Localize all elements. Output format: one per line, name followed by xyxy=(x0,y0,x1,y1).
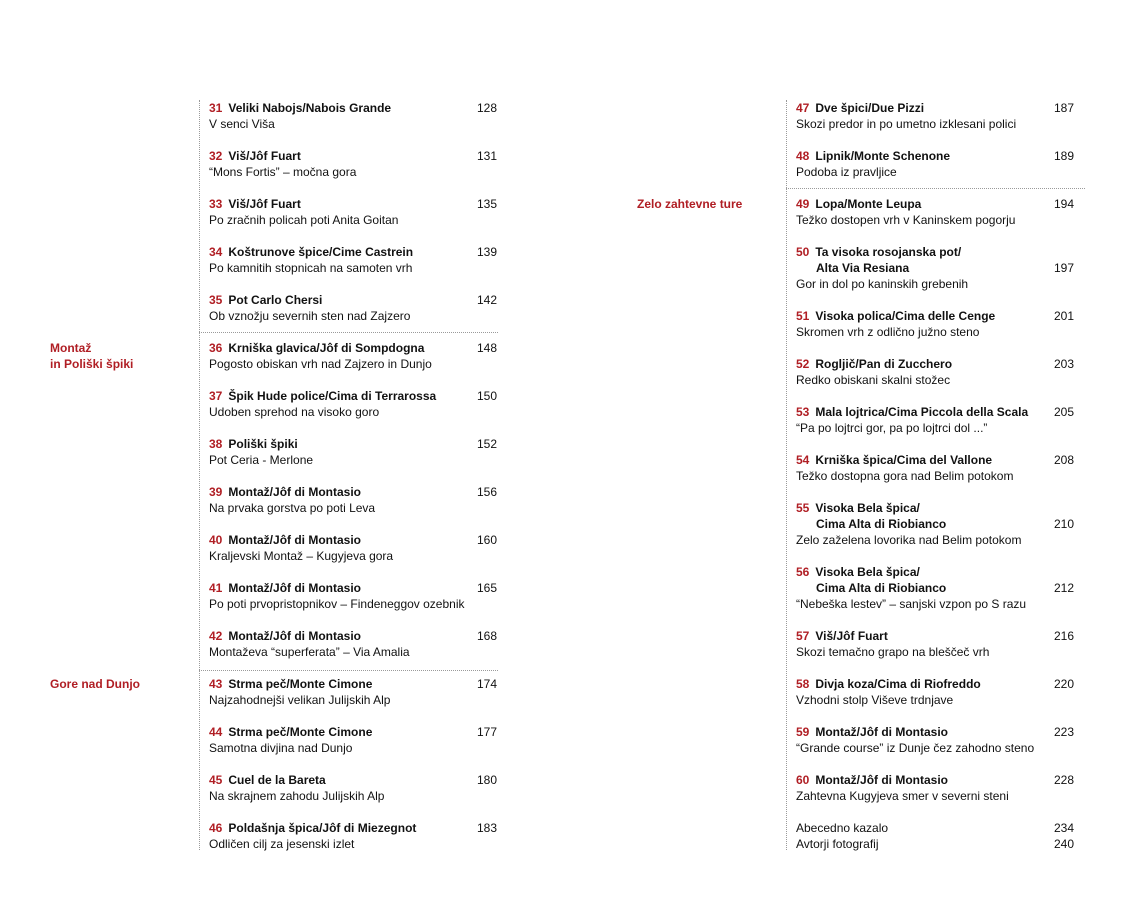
toc-entry[interactable] xyxy=(209,676,499,708)
entry-title: Divja koza/Cima di Riofreddo xyxy=(815,677,981,691)
entry-subtitle: Odličen cilj za jesenski izlet xyxy=(209,837,355,851)
entry-subtitle: Montaževa “superferata” – Via Amalia xyxy=(209,645,410,659)
entry-subtitle: Pot Ceria - Merlone xyxy=(209,453,314,467)
entry-subtitle: V senci Viša xyxy=(209,117,275,131)
entry-title: Lopa/Monte Leupa xyxy=(815,197,922,211)
entry-subtitle: Zahtevna Kugyjeva smer v severni steni xyxy=(796,789,1009,803)
entry-number: 42 xyxy=(209,629,223,643)
toc-entry[interactable] xyxy=(209,820,499,852)
entry-number: 44 xyxy=(209,725,223,739)
entry-subtitle: Po kamnitih stopnicah na samoten vrh xyxy=(209,261,413,275)
entry-page-number: 177 xyxy=(476,725,497,739)
entry-page-number: 148 xyxy=(476,341,497,355)
extra-label: Avtorji fotografij xyxy=(796,837,879,851)
entry-page-number: 203 xyxy=(1053,357,1074,371)
entry-title: Lipnik/Monte Schenone xyxy=(815,149,951,163)
entry-page-number: 228 xyxy=(1053,773,1074,787)
entry-number: 56 xyxy=(796,565,810,579)
entry-number: 48 xyxy=(796,149,810,163)
extra-page: 234 xyxy=(1053,821,1074,835)
toc-entry[interactable] xyxy=(796,628,1086,660)
entry-title: Krniška špica/Cima del Vallone xyxy=(815,453,993,467)
section-label-gore-nad-dunjo: Gore nad Dunjo xyxy=(50,677,140,691)
entry-page-number: 174 xyxy=(476,677,497,691)
entry-subtitle: Gor in dol po kaninskih grebenih xyxy=(796,277,969,291)
toc-entry[interactable] xyxy=(209,628,499,660)
entry-subtitle: Kraljevski Montaž – Kugyjeva gora xyxy=(209,549,394,563)
entry-page-number: 139 xyxy=(476,245,497,259)
toc-extra-photo-credits[interactable] xyxy=(796,836,1078,852)
entry-number: 46 xyxy=(209,821,223,835)
entry-number: 43 xyxy=(209,677,223,691)
section-line-2: in Poliški špiki xyxy=(50,357,134,371)
entry-subtitle: Skozi temačno grapo na bleščeč vrh xyxy=(796,645,990,659)
entry-subtitle: Skromen vrh z odlično južno steno xyxy=(796,325,980,339)
separator-zelo-zahtevne xyxy=(786,188,1085,189)
entry-page-number: 212 xyxy=(1053,581,1074,595)
toc-entry[interactable] xyxy=(796,452,1086,484)
entry-title: Viš/Jôf Fuart xyxy=(228,149,301,163)
entry-title: Poliški špiki xyxy=(228,437,298,451)
entry-number: 36 xyxy=(209,341,223,355)
entry-page-number: 197 xyxy=(1053,261,1074,275)
toc-entry[interactable] xyxy=(796,564,1086,612)
entry-page-number: 208 xyxy=(1053,453,1074,467)
entry-page-number: 168 xyxy=(476,629,497,643)
toc-entry[interactable] xyxy=(796,100,1086,132)
entry-number: 33 xyxy=(209,197,223,211)
entry-number: 57 xyxy=(796,629,810,643)
entry-subtitle: Ob vznožju severnih sten nad Zajzero xyxy=(209,309,411,323)
toc-entry[interactable] xyxy=(209,436,499,468)
entry-number: 38 xyxy=(209,437,223,451)
entry-title: Veliki Nabojs/Nabois Grande xyxy=(228,101,392,115)
entry-page-number: 223 xyxy=(1053,725,1074,739)
entry-title: Montaž/Jôf di Montasio xyxy=(815,773,949,787)
entry-title: Montaž/Jôf di Montasio xyxy=(815,725,949,739)
entry-page-number: 160 xyxy=(476,533,497,547)
entry-title: Montaž/Jôf di Montasio xyxy=(228,581,362,595)
entry-page-number: 183 xyxy=(476,821,497,835)
entry-number: 47 xyxy=(796,101,810,115)
entry-title: Dve špici/Due Pizzi xyxy=(815,101,925,115)
entry-page-number: 189 xyxy=(1053,149,1074,163)
entry-title: Cuel de la Bareta xyxy=(228,773,326,787)
entry-title: Poldašnja špica/Jôf di Miezegnot xyxy=(228,821,417,835)
entry-subtitle: Najzahodnejši velikan Julijskih Alp xyxy=(209,693,391,707)
entry-number: 55 xyxy=(796,501,810,515)
entry-number: 60 xyxy=(796,773,810,787)
entry-page-number: 220 xyxy=(1053,677,1074,691)
entry-subtitle: Pogosto obiskan vrh nad Zajzero in Dunjo xyxy=(209,357,432,371)
toc-entry[interactable] xyxy=(796,772,1086,804)
entry-subtitle: Na skrajnem zahodu Julijskih Alp xyxy=(209,789,385,803)
toc-entry[interactable] xyxy=(209,484,499,516)
entry-title: Viš/Jôf Fuart xyxy=(228,197,301,211)
entry-number: 59 xyxy=(796,725,810,739)
toc-entry[interactable] xyxy=(796,148,1086,180)
entry-subtitle: Skozi predor in po umetno izklesani polici xyxy=(796,117,1017,131)
entry-title: Mala lojtrica/Cima Piccola della Scala xyxy=(815,405,1029,419)
entry-page-number: 135 xyxy=(476,197,497,211)
toc-entry[interactable] xyxy=(209,388,499,420)
entry-title: Strma peč/Monte Cimone xyxy=(228,725,373,739)
toc-entry[interactable] xyxy=(796,308,1086,340)
entry-page-number: 128 xyxy=(476,101,497,115)
entry-number: 51 xyxy=(796,309,810,323)
entry-number: 31 xyxy=(209,101,223,115)
section-label-zelo-zahtevne: Zelo zahtevne ture xyxy=(637,197,743,211)
toc-entry[interactable] xyxy=(209,244,499,276)
entry-number: 37 xyxy=(209,389,223,403)
entry-subtitle: Zelo zaželena lovorika nad Belim potokom xyxy=(796,533,1022,547)
entry-subtitle: Redko obiskani skalni stožec xyxy=(796,373,951,387)
entry-number: 39 xyxy=(209,485,223,499)
toc-entry[interactable] xyxy=(796,244,1086,292)
entry-subtitle: Po zračnih policah poti Anita Goitan xyxy=(209,213,399,227)
entry-subtitle: Podoba iz pravljice xyxy=(796,165,897,179)
entry-page-number: 201 xyxy=(1053,309,1074,323)
entry-number: 50 xyxy=(796,245,810,259)
entry-number: 40 xyxy=(209,533,223,547)
entry-page-number: 210 xyxy=(1053,517,1074,531)
entry-title: Montaž/Jôf di Montasio xyxy=(228,485,362,499)
entry-number: 58 xyxy=(796,677,810,691)
entry-title: Rogljič/Pan di Zucchero xyxy=(815,357,953,371)
toc-entry[interactable] xyxy=(796,356,1086,388)
entry-page-number: 131 xyxy=(476,149,497,163)
entry-number: 52 xyxy=(796,357,810,371)
entry-title: Špik Hude police/Cima di Terrarossa xyxy=(228,389,437,403)
left-column-rule xyxy=(199,100,200,850)
entry-subtitle: Samotna divjina nad Dunjo xyxy=(209,741,353,755)
entry-title: Strma peč/Monte Cimone xyxy=(228,677,373,691)
toc-entry[interactable] xyxy=(796,196,1086,228)
toc-entry[interactable] xyxy=(209,148,499,180)
toc-entry[interactable] xyxy=(209,580,499,612)
entry-number: 41 xyxy=(209,581,223,595)
entry-page-number: 187 xyxy=(1053,101,1074,115)
entry-title: Visoka polica/Cima delle Cenge xyxy=(815,309,996,323)
section-label-montaz xyxy=(50,340,133,372)
entry-number: 45 xyxy=(209,773,223,787)
toc-entry[interactable] xyxy=(209,772,499,804)
toc-entry[interactable] xyxy=(796,724,1086,756)
entry-title: Koštrunove špice/Cime Castrein xyxy=(228,245,414,259)
entry-page-number: 150 xyxy=(476,389,497,403)
entry-number: 54 xyxy=(796,453,810,467)
entry-page-number: 205 xyxy=(1053,405,1074,419)
toc-entry[interactable] xyxy=(209,292,499,324)
section-line-1: Montaž xyxy=(50,341,92,355)
entry-subtitle: “Pa po lojtrci gor, pa po lojtrci dol ...” xyxy=(796,421,988,435)
extra-page: 240 xyxy=(1053,837,1074,851)
entry-subtitle: Na prvaka gorstva po poti Leva xyxy=(209,501,376,515)
toc-entry[interactable] xyxy=(796,500,1086,548)
toc-entry[interactable] xyxy=(796,676,1086,708)
entry-title-continued: Cima Alta di Riobianco xyxy=(816,517,947,531)
separator-montaz xyxy=(199,332,498,333)
toc-extra-index[interactable] xyxy=(796,820,1078,836)
entry-number: 34 xyxy=(209,245,223,259)
toc-entry[interactable] xyxy=(209,532,499,564)
entry-title: Ta visoka rosojanska pot/ xyxy=(815,245,962,259)
entry-page-number: 142 xyxy=(476,293,497,307)
entry-number: 49 xyxy=(796,197,810,211)
entry-title-continued: Alta Via Resiana xyxy=(816,261,910,275)
entry-title: Pot Carlo Chersi xyxy=(228,293,323,307)
extra-label: Abecedno kazalo xyxy=(796,821,889,835)
separator-gore-nad-dunjo xyxy=(199,670,498,671)
entry-page-number: 194 xyxy=(1053,197,1074,211)
entry-subtitle: Udoben sprehod na visoko goro xyxy=(209,405,380,419)
toc-entry[interactable] xyxy=(209,196,499,228)
entry-title: Krniška glavica/Jôf di Sompdogna xyxy=(228,341,425,355)
entry-subtitle: Težko dostopen vrh v Kaninskem pogorju xyxy=(796,213,1016,227)
entry-page-number: 180 xyxy=(476,773,497,787)
entry-page-number: 152 xyxy=(476,437,497,451)
toc-entry[interactable] xyxy=(209,340,499,372)
entry-page-number: 156 xyxy=(476,485,497,499)
entry-title: Montaž/Jôf di Montasio xyxy=(228,629,362,643)
entry-subtitle: Težko dostopna gora nad Belim potokom xyxy=(796,469,1014,483)
entry-title: Montaž/Jôf di Montasio xyxy=(228,533,362,547)
toc-entry[interactable] xyxy=(796,404,1086,436)
entry-subtitle: “Grande course” iz Dunje čez zahodno steno xyxy=(796,741,1035,755)
entry-number: 35 xyxy=(209,293,223,307)
entry-page-number: 216 xyxy=(1053,629,1074,643)
entry-title: Viš/Jôf Fuart xyxy=(815,629,888,643)
entry-subtitle: Po poti prvopristopnikov – Findeneggov ozebnik xyxy=(209,597,465,611)
entry-number: 32 xyxy=(209,149,223,163)
entry-page-number: 165 xyxy=(476,581,497,595)
entry-subtitle: “Nebeška lestev” – sanjski vzpon po S razu xyxy=(796,597,1027,611)
entry-title-continued: Cima Alta di Riobianco xyxy=(816,581,947,595)
entry-subtitle: “Mons Fortis” – močna gora xyxy=(209,165,357,179)
entry-number: 53 xyxy=(796,405,810,419)
toc-entry[interactable] xyxy=(209,724,499,756)
entry-subtitle: Vzhodni stolp Viševe trdnjave xyxy=(796,693,954,707)
toc-entry[interactable] xyxy=(209,100,499,132)
right-column-rule xyxy=(786,100,787,850)
entry-title: Visoka Bela špica/ xyxy=(815,501,920,515)
entry-title: Visoka Bela špica/ xyxy=(815,565,920,579)
